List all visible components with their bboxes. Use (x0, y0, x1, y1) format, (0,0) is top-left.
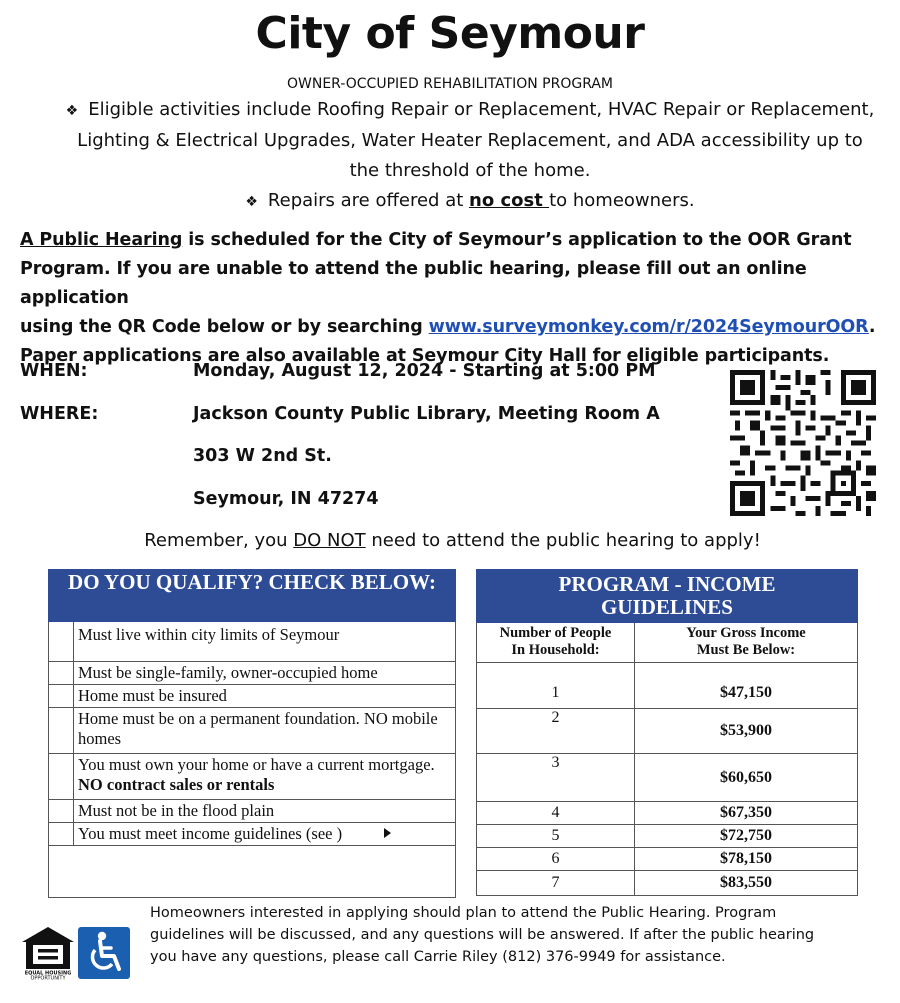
income-limit: $53,900 (635, 709, 858, 754)
activities-bullet: ❖ Eligible activities include Roofing Repair or Replacement, HVAC Repair or Replacement, (65, 99, 875, 120)
activities-line-3: the threshold of the home. (349, 160, 591, 181)
income-row (477, 802, 858, 825)
checkbox-cell[interactable] (49, 662, 74, 685)
checkbox-cell[interactable] (49, 823, 74, 846)
where-street: 303 W 2nd St. (193, 446, 332, 466)
income-limit: $72,750 (635, 825, 858, 848)
checkbox-cell[interactable] (49, 685, 74, 708)
checklist-row (49, 800, 456, 823)
checklist-item: Must live within city limits of Seymour (74, 622, 456, 662)
income-limit: $67,350 (635, 802, 858, 825)
checkbox-cell[interactable] (49, 622, 74, 662)
qualify-header: DO YOU QUALIFY? CHECK BELOW: (49, 570, 456, 622)
household-size: 1 (477, 663, 635, 709)
income-row (477, 825, 858, 848)
checkbox-cell[interactable] (49, 754, 74, 800)
svg-text:OPPORTUNITY: OPPORTUNITY (30, 975, 66, 980)
qr-code[interactable] (730, 370, 876, 516)
qualification-checklist (48, 569, 456, 898)
household-size: 3 (477, 754, 635, 802)
where-label: WHERE: (20, 404, 99, 424)
checklist-item: Home must be on a permanent foundation. NO mobile homes (74, 708, 456, 754)
household-size-header: Number of People In Household: (477, 623, 635, 663)
income-limit: $78,150 (635, 848, 858, 871)
income-row (477, 663, 858, 709)
survey-link[interactable]: www.surveymonkey.com/r/2024SeymourOOR (428, 317, 869, 337)
program-subtitle: OWNER-OCCUPIED REHABILITATION PROGRAM (286, 76, 614, 92)
income-row (477, 754, 858, 802)
checkbox-cell[interactable] (49, 800, 74, 823)
reminder-text: Remember, you DO NOT need to attend the public hearing to apply! (144, 530, 761, 551)
income-limit: $83,550 (635, 871, 858, 896)
where-city: Seymour, IN 47274 (193, 489, 379, 509)
income-limit-header: Your Gross Income Must Be Below: (635, 623, 858, 663)
diamond-bullet-icon: ❖ (65, 103, 79, 119)
checklist-item: You must own your home or have a current mortgage. NO contract sales or rentals (74, 754, 456, 800)
checklist-row (49, 708, 456, 754)
svg-text:EQUAL HOUSING: EQUAL HOUSING (24, 970, 72, 977)
right-triangle-icon (384, 828, 391, 838)
activities-line-2: Lighting & Electrical Upgrades, Water Heater Replacement, and ADA accessibility up to (77, 130, 863, 151)
checklist-row (49, 622, 456, 662)
public-hearing-label: A Public Hearing (20, 230, 183, 250)
income-row (477, 709, 858, 754)
where-venue: Jackson County Public Library, Meeting Room A (193, 404, 660, 424)
checklist-row (49, 662, 456, 685)
household-size: 4 (477, 802, 635, 825)
household-size: 6 (477, 848, 635, 871)
income-limit: $47,150 (635, 663, 858, 709)
activities-list (55, 95, 885, 217)
no-cost-emphasis: no cost (469, 190, 550, 211)
income-guidelines-table (476, 569, 858, 896)
checklist-item: You must meet income guidelines (see ) (74, 823, 456, 846)
checklist-item: Home must be insured (74, 685, 456, 708)
checkbox-cell[interactable] (49, 708, 74, 754)
when-label: WHEN: (20, 361, 88, 381)
checklist-row (49, 823, 456, 846)
do-not-emphasis: DO NOT (293, 530, 366, 551)
income-header: PROGRAM - INCOME GUIDELINES (477, 570, 858, 623)
checklist-item: Must be single-family, owner-occupied home (74, 662, 456, 685)
cost-bullet: ❖ Repairs are offered at no cost to homeowners. (245, 190, 695, 211)
household-size: 2 (477, 709, 635, 754)
equal-housing-logo-icon (20, 925, 76, 980)
when-value: Monday, August 12, 2024 - Starting at 5:00 PM (193, 361, 656, 381)
page-title: City of Seymour (255, 8, 645, 59)
wheelchair-icon (78, 927, 130, 979)
public-hearing-notice: A Public Hearing is scheduled for the City of Seymour’s application to the OOR Grant Program. If you are unable to attend the public hearing, please fill out an online application using the QR Code below or by searching www.surveymonkey.com/r/2024SeymourOOR. Paper applications are also available at Seymour City Hall for eligible participants. (20, 230, 876, 366)
checklist-row (49, 754, 456, 800)
checklist-row (49, 685, 456, 708)
footer-note: Homeowners interested in applying should plan to attend the Public Hearing. Program guidelines will be discussed, and any questions will be answered. If after the public hearing you have any questions, please call Carrie Riley (812) 376-9949 for assistance. (150, 905, 815, 965)
household-size: 5 (477, 825, 635, 848)
household-size: 7 (477, 871, 635, 896)
income-row (477, 848, 858, 871)
checklist-empty-row (49, 846, 456, 898)
no-contract-emphasis: NO contract sales or rentals (78, 775, 275, 794)
income-limit: $60,650 (635, 754, 858, 802)
checklist-item: Must not be in the flood plain (74, 800, 456, 823)
income-row (477, 871, 858, 896)
diamond-bullet-icon: ❖ (245, 194, 258, 210)
